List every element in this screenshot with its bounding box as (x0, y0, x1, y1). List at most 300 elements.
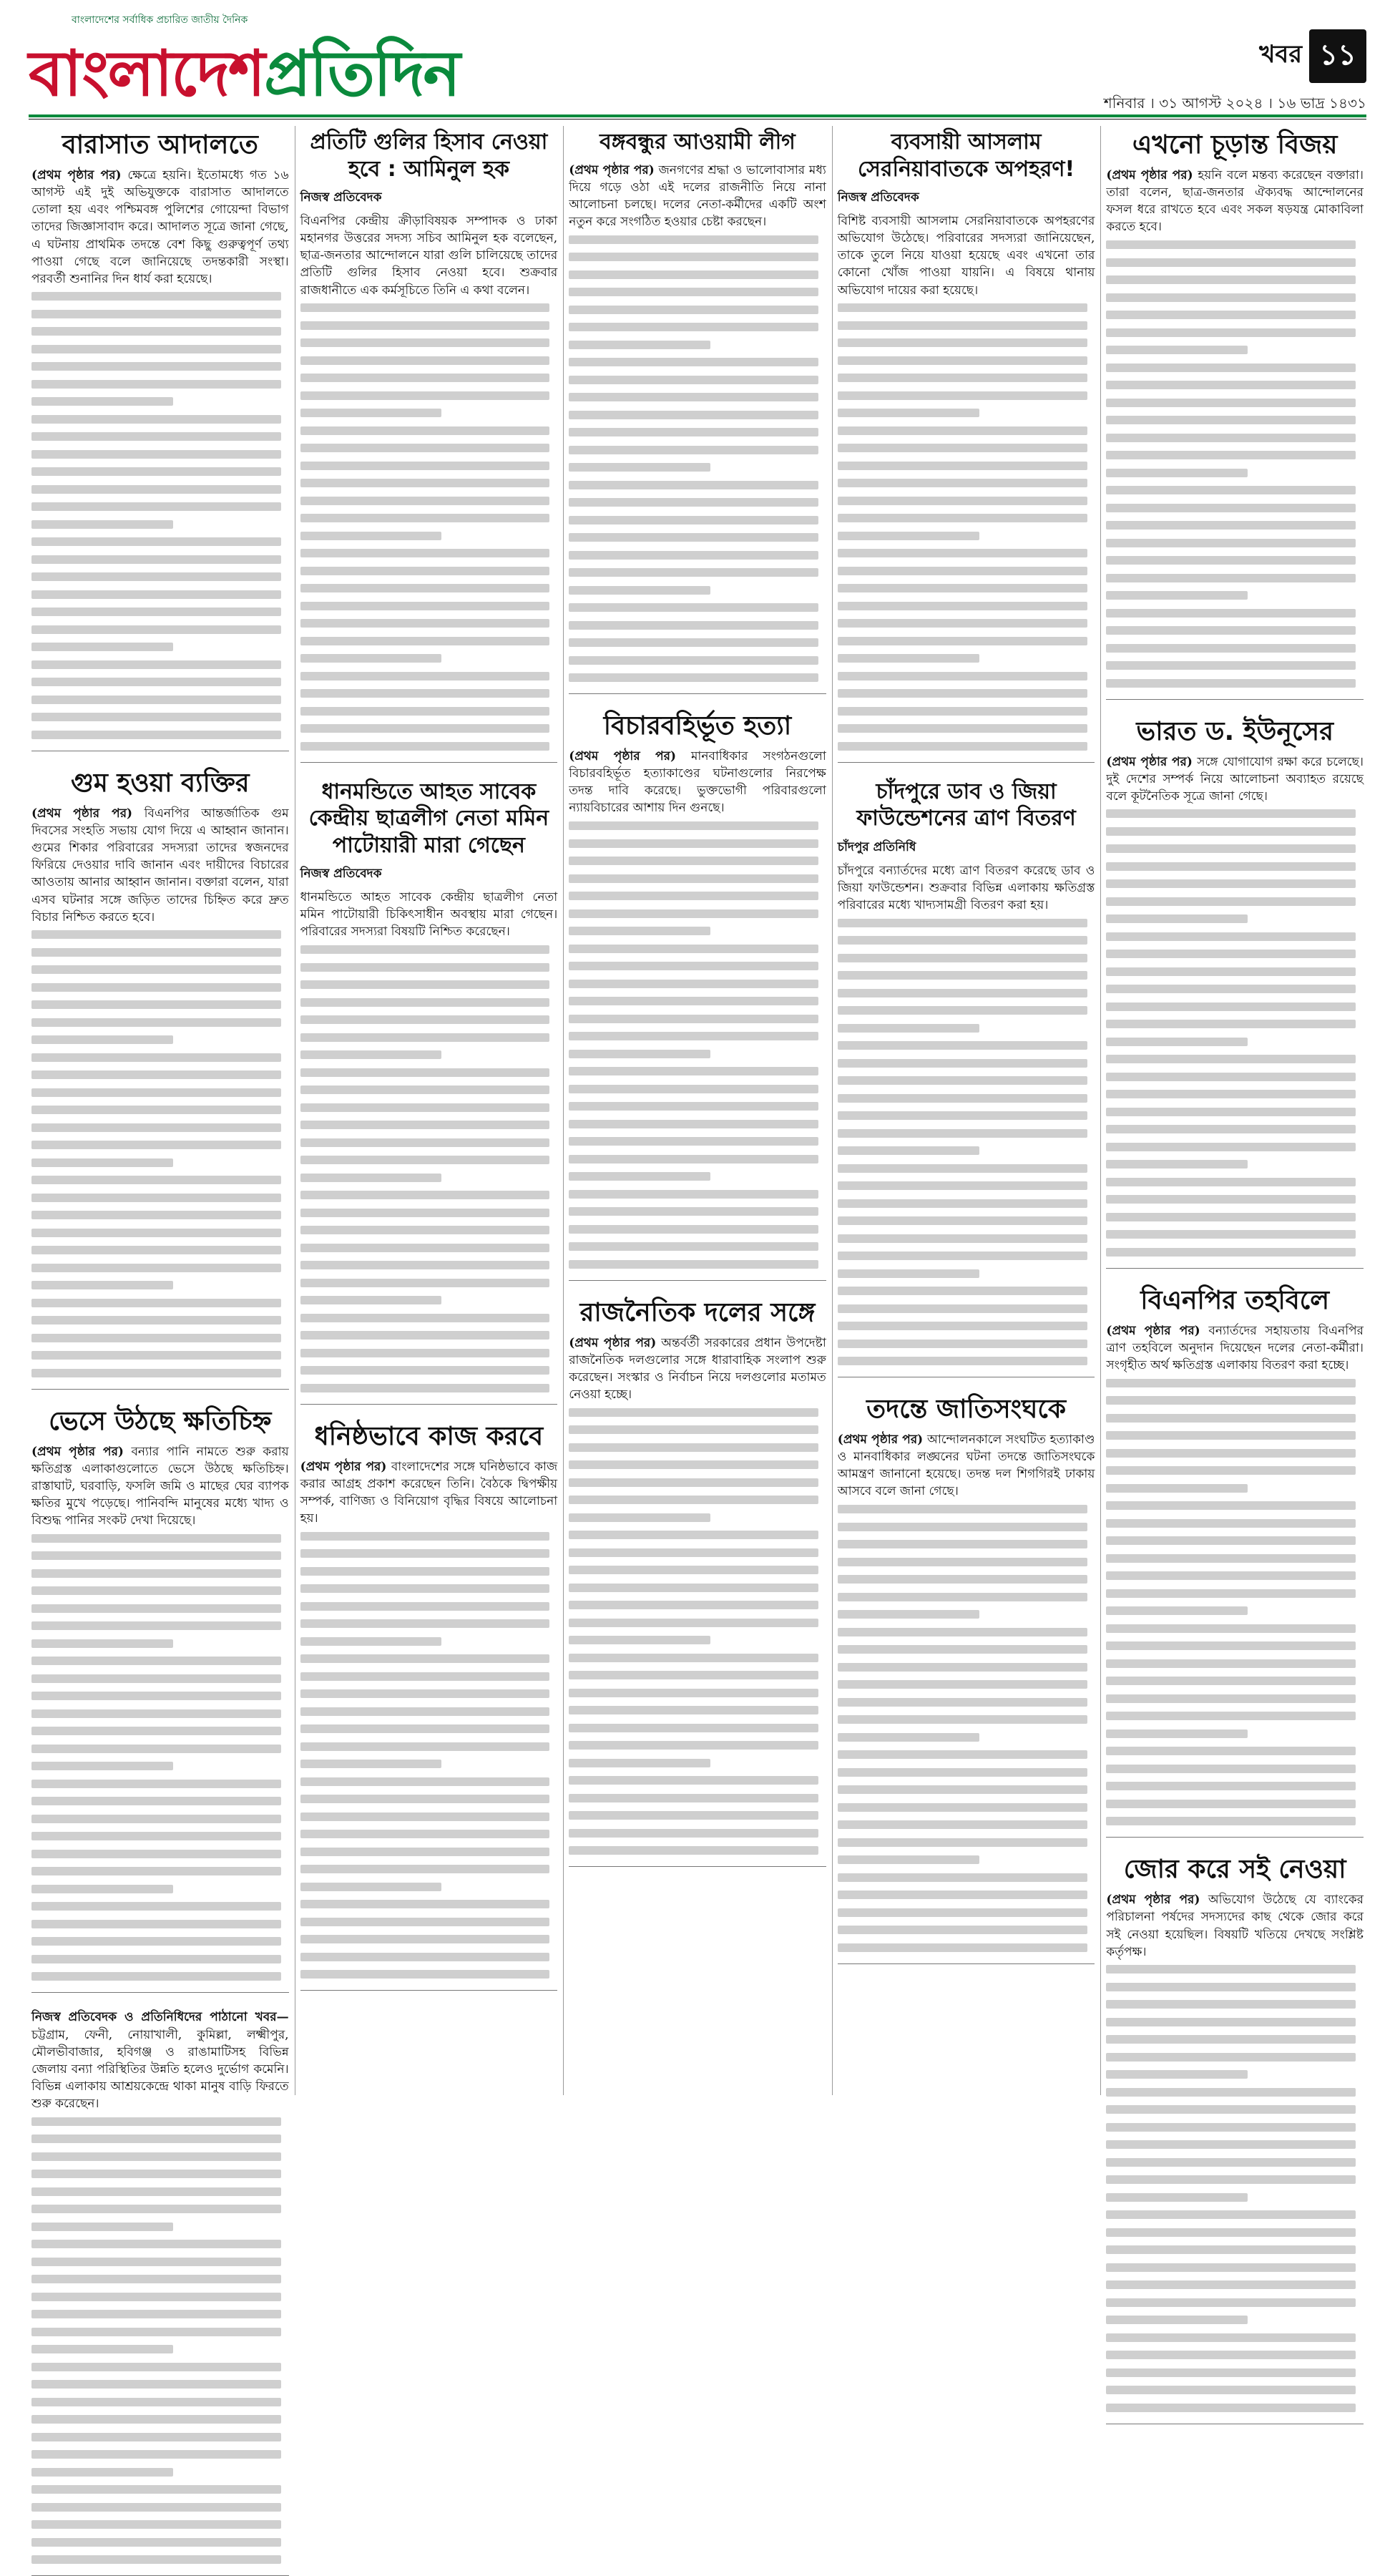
story-body (838, 213, 1095, 299)
text-line (569, 1689, 818, 1697)
text-line (569, 638, 818, 647)
text-line (300, 963, 550, 972)
text-line (838, 1111, 1087, 1120)
text-line (31, 1246, 281, 1254)
text-line (1106, 258, 1356, 267)
text-line (569, 673, 818, 682)
text-line (1106, 809, 1356, 818)
story-headline: বঙ্গবন্ধুর আওয়ামী লীগ (599, 130, 796, 155)
text-line (1106, 985, 1356, 993)
text-line (1106, 328, 1356, 337)
text-line (569, 892, 818, 900)
text-line (838, 1645, 1087, 1654)
text-line (569, 909, 818, 918)
text-line (1106, 469, 1248, 477)
story-lead: (প্রথম পৃষ্ঠার পর) (300, 1459, 387, 1474)
text-line (569, 927, 710, 935)
text-line (1106, 1589, 1356, 1598)
text-line (838, 919, 1087, 927)
text-line (31, 696, 281, 704)
text-line (838, 602, 1087, 610)
text-line (31, 2485, 281, 2494)
text-line (838, 356, 1087, 365)
text-line (1106, 950, 1356, 958)
text-line (1106, 346, 1248, 354)
text-line (1106, 862, 1356, 871)
text-line (838, 1357, 1087, 1365)
text-line (1106, 2245, 1356, 2254)
story-byline: চাঁদপুর প্রতিনিধি (837, 839, 916, 854)
text-line (1106, 1519, 1356, 1528)
text-line (31, 1534, 281, 1543)
text-line (838, 724, 1087, 733)
logo-red-part: বাংলাদেশ (29, 36, 265, 110)
text-line (838, 1610, 979, 1619)
news-story (1106, 1284, 1364, 1838)
story-body (31, 805, 289, 926)
text-line (31, 2363, 281, 2371)
text-line (1106, 2158, 1356, 2167)
text-line (300, 1637, 442, 1646)
story-body (300, 213, 558, 299)
story-headline: রাজনৈতিক দলের সঙ্গে (579, 1297, 816, 1327)
text-line (31, 432, 281, 441)
text-line (300, 1970, 550, 1979)
text-line (838, 1340, 1087, 1348)
story-headline: ভেসে উঠছে ক্ষতিচিহ্ন (49, 1406, 272, 1436)
text-line (1106, 1677, 1356, 1685)
text-line (31, 2380, 281, 2389)
text-line (569, 393, 818, 401)
text-line (31, 2240, 281, 2248)
text-line (300, 654, 442, 663)
column-2 (300, 126, 558, 2095)
story-text: হয়নি বলে মন্তব্য করেছেন বক্তারা। তারা বলেন, ছাত্র-জনতার ঐক্যবদ্ধ আন্দোলনের ফসল ধরে রাখতে হবে এবং সকল ষড়যন্ত্র মোকাবিলা করতে হবে। (1106, 168, 1364, 235)
news-story (1106, 1853, 1364, 2424)
story-body (1106, 753, 1364, 805)
text-line (31, 2223, 173, 2231)
story-headline: বিচারবহির্ভূত হত্যা (603, 711, 792, 741)
text-line (31, 1674, 281, 1683)
dateline: শনিবার । ৩১ আগস্ট ২০২৪ । ১৬ ভাদ্র ১৪৩১ (1103, 94, 1366, 112)
story-lead: (প্রথম পৃষ্ঠার পর) (1106, 168, 1193, 182)
text-line (31, 1569, 281, 1578)
text-line (569, 1513, 710, 1522)
text-line (300, 1384, 550, 1392)
text-line (838, 1523, 1087, 1531)
text-line (1106, 311, 1356, 319)
text-line (300, 426, 550, 435)
text-line (569, 1443, 818, 1452)
text-line (569, 358, 818, 366)
story-text: ক্ষেত্রে হয়নি। ইতোমধ্যে গত ১৬ আগস্ট এই দুই অভিযুক্তকে বারাসাত আদালতে তোলা হয় এবং পশ্চিমবঙ্গ পুলিশের গোয়েন্দা বিভাগ তাদের জিজ্ঞাসাবাদ করে। আদালত সূত্রে জানা গেছে, এ ঘটনায় প্রাথমিক তদন্তে বেশ কিছু গুরুত্বপূর্ণ তথ্য পাওয়া গেছে বলে জানিয়েছে তদন্তকারী সংস্থা। পরবর্তী শুনানির দিন ধার্য করা হয়েছে। (31, 168, 289, 286)
story-lead: (প্রথম পৃষ্ঠার পর) (1106, 1323, 1200, 1338)
text-line (838, 1558, 1087, 1566)
text-line (300, 514, 550, 522)
text-line (31, 450, 281, 459)
text-line (838, 1059, 1087, 1068)
text-line (569, 1829, 818, 1838)
text-line (31, 2503, 281, 2512)
column-3 (569, 126, 826, 2095)
text-line (31, 1176, 281, 1184)
text-line (838, 1269, 979, 1278)
text-line (1106, 416, 1356, 424)
text-line (1106, 381, 1356, 389)
text-line (569, 874, 818, 883)
text-line (569, 1759, 710, 1767)
text-line (569, 1566, 818, 1574)
story-headline: ধনিষ্ঠভাবে কাজ করবে (314, 1421, 544, 1451)
text-line (31, 467, 281, 476)
story-text: মানবাধিকার সংগঠনগুলো বিচারবহির্ভূত হত্যাকাণ্ডের ঘটনাগুলোর নিরপেক্ষ তদন্ত দাবি করেছে। ভুক্তভোগী পরিবারগুলো ন্যায়বিচারের আশায় দিন গুনছে। (569, 749, 826, 816)
text-line (1106, 2298, 1356, 2307)
story-text: অন্তর্বর্তী সরকারের প্রধান উপদেষ্টা রাজনৈতিক দলগুলোর সঙ্গে ধারাবাহিক সংলাপ শুরু করেছেন। সংস্কার ও নির্বাচন নিয়ে দলগুলোর মতামত নেওয়া হচ্ছে। (569, 1335, 826, 1402)
text-line (300, 1567, 550, 1576)
text-line (1106, 2386, 1356, 2394)
text-continuation (1106, 1374, 1364, 1830)
text-line (569, 446, 818, 454)
news-story (838, 779, 1095, 1377)
text-line (1106, 1641, 1356, 1650)
text-line (838, 1287, 1087, 1295)
text-line (300, 1532, 550, 1541)
text-line (31, 1299, 281, 1307)
section-name: খবর (1259, 39, 1303, 69)
text-line (1106, 1379, 1356, 1387)
text-line (1106, 2088, 1356, 2097)
text-line (838, 549, 1087, 557)
text-line (1106, 1160, 1248, 1169)
text-line (300, 584, 550, 592)
text-line (1106, 2175, 1356, 2184)
text-line (300, 1209, 550, 1217)
story-lead: (প্রথম পৃষ্ঠার পর) (31, 806, 133, 821)
text-line (569, 1741, 818, 1750)
story-text: ধানমন্ডিতে আহত সাবেক কেন্দ্রীয় ছাত্রলীগ নেতা মমিন পাটোয়ারী চিকিৎসাধীন অবস্থায় মারা গেছেন। পরিবারের সদস্যরা বিষয়টি নিশ্চিত করেছেন। (300, 890, 558, 940)
text-line (1106, 556, 1356, 565)
text-line (569, 270, 818, 279)
text-line (300, 1707, 550, 1716)
text-line (569, 1032, 818, 1040)
text-line (569, 962, 818, 970)
text-line (31, 1018, 281, 1027)
text-line (1106, 1195, 1356, 1204)
text-line (569, 1425, 818, 1434)
text-line (31, 1780, 281, 1788)
text-line (31, 397, 173, 406)
text-line (300, 1314, 550, 1322)
text-line (1106, 661, 1356, 670)
story-lead: (প্রথম পৃষ্ঠার পর) (1106, 1893, 1200, 1908)
text-line (300, 444, 550, 452)
text-line (300, 1279, 550, 1287)
story-divider (569, 693, 826, 694)
masthead (29, 10, 1366, 117)
text-line (300, 409, 442, 417)
text-line (569, 1671, 818, 1679)
text-line (569, 306, 818, 314)
news-story (300, 779, 558, 1405)
text-line (838, 1199, 1087, 1208)
text-line (300, 707, 550, 716)
text-line (838, 1575, 1087, 1584)
text-line (569, 1811, 818, 1820)
text-line (1106, 932, 1356, 941)
text-line (31, 1070, 281, 1079)
text-line (300, 1654, 550, 1663)
text-line (300, 619, 550, 628)
text-line (300, 303, 550, 312)
news-story (31, 767, 289, 1390)
text-line (838, 1094, 1087, 1103)
page-number: ১১ (1309, 29, 1366, 83)
text-line (569, 235, 818, 244)
text-line (1106, 1484, 1248, 1493)
text-line (31, 1000, 281, 1009)
text-line (838, 1873, 1087, 1882)
text-line (838, 1698, 1087, 1707)
text-line (838, 1768, 1087, 1777)
text-line (300, 1777, 550, 1786)
text-line (300, 1174, 442, 1182)
text-line (300, 391, 550, 400)
text-line (31, 2117, 281, 2126)
text-line (1106, 1038, 1248, 1046)
text-line (838, 637, 1087, 645)
text-line (838, 1129, 1087, 1138)
text-line (569, 1015, 818, 1023)
text-line (31, 590, 281, 599)
text-line (31, 1586, 281, 1595)
text-line (838, 1908, 1087, 1917)
story-body (31, 1443, 289, 1530)
text-line (31, 1604, 281, 1613)
text-line (838, 1855, 979, 1864)
text-line (31, 2187, 281, 2196)
text-line (838, 989, 1087, 997)
text-line (838, 1322, 1087, 1330)
story-headline: বারাসাত আদালতে (62, 130, 258, 160)
text-line (1106, 451, 1356, 459)
text-line (1106, 434, 1356, 442)
text-line (1106, 2263, 1356, 2272)
text-line (838, 1304, 1087, 1313)
story-lead: (প্রথম পৃষ্ঠার পর) (569, 162, 655, 177)
text-line (1106, 2333, 1356, 2342)
story-byline: নিজস্ব প্রতিবেদক (300, 867, 382, 882)
story-body (569, 1335, 826, 1404)
story-divider (569, 1866, 826, 1867)
news-story (31, 2009, 289, 2576)
story-text: অভিযোগ উঠেছে যে ব্যাংকের পরিচালনা পর্ষদের সদস্যদের কাছ থেকে জোর করে সই নেওয়া হয়েছিল। বিষয়টি খতিয়ে দেখছে সংশ্লিষ্ট কর্তৃপক্ষ। (1106, 1893, 1364, 1959)
text-line (838, 1024, 979, 1033)
text-line (838, 391, 1087, 400)
story-text: বিশিষ্ট ব্যবসায়ী আসলাম সেরনিয়াবাতকে অপহরণের অভিযোগ উঠেছে। পরিবারের সদস্যরা জানিয়েছেন, তাকে তুলে নিয়ে যাওয়া হয়েছে এবং এখনো তার কোনো খোঁজ পাওয়া যায়নি। এ বিষয়ে থানায় অভিযোগ দায়ের করা হয়েছে। (837, 214, 1095, 298)
story-headline: প্রতিটি গুলির হিসাব নেওয়া হবে : আমিনুল হক (310, 130, 548, 182)
news-story (1106, 129, 1364, 700)
text-line (31, 1211, 281, 1219)
text-line (838, 1803, 1087, 1812)
text-line (1106, 1055, 1356, 1063)
text-line (1106, 2280, 1356, 2289)
text-line (31, 1885, 173, 1893)
story-text: বাংলাদেশের সঙ্গে ঘনিষ্ঠভাবে কাজ করার আগ্রহ প্রকাশ করেছেন তিনি। বৈঠকে দ্বিপক্ষীয় সম্পর্ক, বাণিজ্য ও বিনিয়োগ বৃদ্ধির বিষয়ে আলোচনা হয়। (300, 1459, 558, 1526)
text-line (569, 568, 818, 577)
text-line (838, 619, 1087, 628)
text-line (838, 462, 1087, 470)
text-line (300, 1883, 442, 1891)
text-continuation (838, 914, 1095, 1370)
text-line (838, 1146, 979, 1155)
text-line (31, 713, 281, 721)
text-line (569, 656, 818, 665)
story-divider (31, 1389, 289, 1390)
text-line (569, 1050, 710, 1058)
text-line (31, 1955, 281, 1963)
text-line (1106, 2368, 1356, 2377)
story-text: বিএনপির আন্তর্জাতিক গুম দিবসের সংহতি সভায় যোগ দিয়ে এ আহ্বান জানান। গুমের শিকার পরিবারের সদস্যরা তাদের স্বজনদের ফিরিয়ে দেওয়ার দাবি জানান এবং দায়ীদের বিচারের আওতায় আনার আহ্বান জানান। বক্তারা বলেন, যারা এসব ঘটনার সঙ্গে জড়িত তাদের চিহ্নিত করে দ্রুত বিচার নিশ্চিত করতে হবে। (31, 806, 289, 924)
text-line (1106, 1431, 1356, 1440)
text-line (1106, 2404, 1356, 2412)
text-line (300, 1331, 550, 1340)
text-line (1106, 2053, 1356, 2062)
text-line (300, 338, 550, 347)
text-line (1106, 897, 1356, 906)
text-line (31, 520, 173, 529)
story-lead: (প্রথম পৃষ্ঠার পর) (569, 1335, 657, 1350)
text-line (569, 1654, 818, 1662)
story-divider (838, 762, 1095, 763)
text-line (31, 965, 281, 974)
text-line (31, 502, 281, 511)
text-line (1106, 1143, 1356, 1151)
text-line (569, 1102, 818, 1111)
text-line (300, 1900, 550, 1908)
text-line (31, 2135, 281, 2143)
text-line (300, 1795, 550, 1803)
text-line (31, 625, 281, 634)
text-line (1106, 679, 1356, 688)
story-body (838, 1431, 1095, 1501)
text-line (31, 643, 173, 651)
text-line (31, 537, 281, 546)
text-line (31, 1351, 281, 1360)
text-line (1106, 521, 1356, 530)
story-headline: জোর করে সই নেওয়া (1123, 1855, 1346, 1885)
text-line (1106, 644, 1356, 653)
text-line (300, 1953, 550, 1961)
text-continuation (1106, 236, 1364, 692)
story-body (1106, 1891, 1364, 1961)
text-line (300, 1068, 550, 1077)
text-line (1106, 1965, 1356, 1974)
text-line (1106, 2193, 1248, 2202)
text-line (300, 672, 550, 680)
text-line (31, 1745, 281, 1753)
text-line (300, 980, 550, 989)
text-line (300, 1584, 550, 1593)
text-line (1106, 364, 1356, 372)
text-line (31, 2555, 281, 2564)
text-line (31, 415, 281, 424)
text-line (569, 1137, 818, 1146)
text-line (1106, 1248, 1356, 1257)
text-line (569, 839, 818, 848)
text-line (31, 310, 281, 318)
text-line (300, 1138, 550, 1147)
text-line (300, 1226, 550, 1234)
text-line (31, 362, 281, 371)
text-line (300, 1935, 550, 1943)
text-line (838, 1181, 1087, 1190)
story-headline: ব্যবসায়ী আসলাম সেরনিয়াবাতকে অপহরণ! (858, 130, 1075, 182)
text-line (838, 303, 1087, 312)
text-line (300, 356, 550, 365)
text-line (300, 1103, 550, 1112)
text-line (1106, 486, 1356, 494)
text-line (300, 1121, 550, 1129)
text-line (31, 2538, 281, 2547)
text-line (31, 2170, 281, 2178)
text-line (569, 1478, 818, 1487)
text-line (838, 1785, 1087, 1794)
text-line (31, 2328, 281, 2336)
text-line (838, 1076, 1087, 1085)
text-line (1106, 1449, 1356, 1458)
text-line (569, 516, 818, 525)
text-line (569, 1706, 818, 1714)
text-continuation (1106, 805, 1364, 1261)
text-line (300, 1724, 550, 1733)
text-line (838, 1715, 1087, 1724)
text-line (31, 345, 281, 353)
text-line (300, 1549, 550, 1558)
text-line (569, 586, 710, 595)
text-line (31, 608, 281, 616)
story-body (569, 748, 826, 817)
text-line (838, 954, 1087, 962)
text-line (569, 376, 818, 384)
text-line (300, 567, 550, 575)
story-text: চট্টগ্রাম, ফেনী, নোয়াখালী, কুমিল্লা, লক্ষ্মীপুর, মৌলভীবাজার, হবিগঞ্জ ও রাঙামাটিসহ বিভিন্ন জেলায় বন্যা পরিস্থিতির উন্নতি হলেও দুর্ভোগ কমেনি। বিভিন্ন এলাকায় আশ্রয়কেন্দ্রে থাকা মানুষ বাড়ি ফিরতে শুরু করেছেন। (31, 2027, 289, 2111)
text-line (300, 1689, 550, 1698)
text-line (838, 514, 1087, 522)
text-line (569, 821, 818, 830)
text-line (1106, 2105, 1356, 2114)
masthead-tagline: বাংলাদেশের সর্বাধিক প্রচারিত জাতীয় দৈনিক (72, 14, 248, 26)
text-line (1106, 1712, 1356, 1720)
text-line (838, 479, 1087, 487)
story-body (569, 162, 826, 231)
text-line (838, 1680, 1087, 1689)
text-line (1106, 1090, 1356, 1098)
text-line (31, 1762, 173, 1770)
text-line (300, 1033, 550, 1042)
text-continuation (1106, 1961, 1364, 2416)
text-line (1106, 2210, 1356, 2219)
text-line (838, 1505, 1087, 1513)
text-line (838, 497, 1087, 505)
text-line (569, 253, 818, 261)
text-line (31, 1158, 173, 1167)
text-line (31, 2258, 281, 2266)
text-line (1106, 844, 1356, 853)
text-line (838, 1926, 1087, 1934)
text-line (31, 2152, 281, 2161)
text-line (569, 621, 818, 630)
text-line (31, 2433, 281, 2441)
